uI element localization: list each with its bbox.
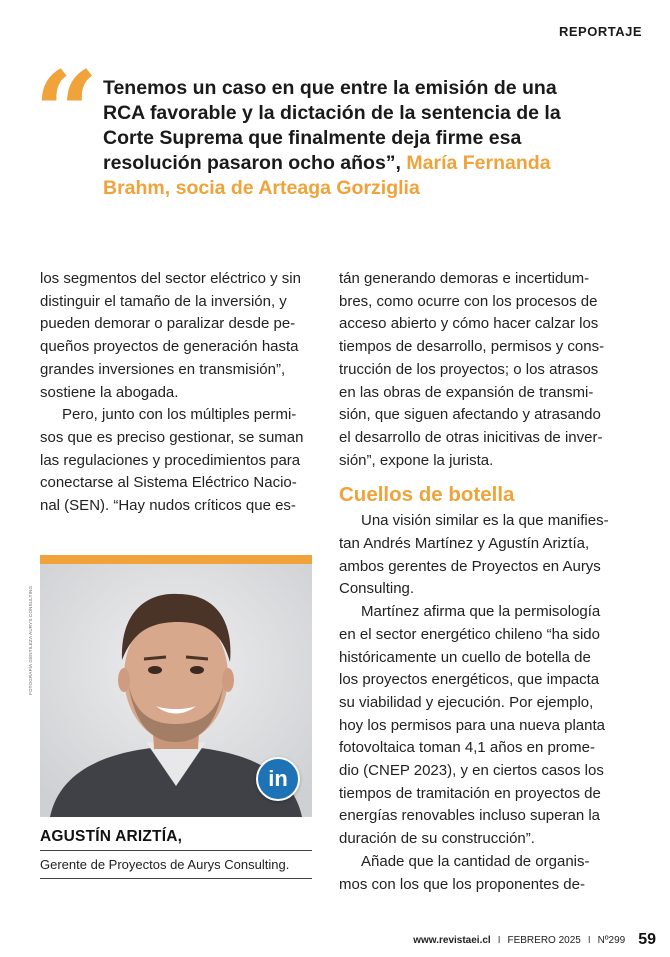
- right-column: [339, 268, 611, 896]
- section-tag: REPORTAJE: [559, 24, 642, 39]
- body-paragraph: Una visión similar es la que manifies-tan Andrés Martínez y Agustín Ariztía, ambos gerentes de Proyectos en Aurys Consulting.: [339, 512, 609, 598]
- caption-divider: [40, 878, 312, 879]
- body-paragraph: Pero, junto con los múltiples permi-sos que es preciso gestionar, se suman las regulaciones y procedimientos para conectarse al Sistema Eléctrico Nacio-nal (SEN). “Hay nudos críticos que es-: [40, 406, 304, 515]
- body-paragraph: tán generando demoras e incertidum-bres, como ocurre con los procesos de acceso abierto y cómo hacer calzar los tiempos de desarrollo, permisos y cons-trucción de los proyectos; o los atrasos en las obras de expansión de transmi-sión, que siguen afectando y atrasando el desarrollo de otras inicitivas de inver-sión”, expone la jurista.: [339, 270, 605, 469]
- body-paragraph: Martínez afirma que la permisología en el sector energético chileno “ha sido históricamente un cuello de botella de los proyectos energéticos, que impacta su viabilidad y ejecución. Por ejemplo, hoy los permisos para una nueva planta fotovoltaica toman 4,1 años en prome-dio (CNEP 2023), y en ciertos casos los tiempos de tramitación en proyectos de energías renovables incluso superan la duración de su construcción”.: [339, 603, 606, 848]
- page-number: 59: [638, 931, 656, 948]
- footer-separator: I: [497, 934, 501, 946]
- footer-url[interactable]: www.revistaei.cl: [413, 934, 491, 946]
- pull-quote-attribution: María Fernanda Brahm, socia de Arteaga Gorziglia: [103, 152, 551, 199]
- caption-name: AGUSTÍN ARIZTÍA,: [40, 828, 183, 845]
- body-paragraph: Añade que la cantidad de organis-mos con los que los proponentes de-: [339, 852, 590, 893]
- footer-date: FEBRERO 2025: [507, 934, 581, 946]
- subheading: Cuellos de botella: [339, 483, 515, 507]
- footer-separator: I: [587, 934, 591, 946]
- photo-accent-bar: [40, 555, 312, 564]
- linkedin-icon[interactable]: in: [256, 757, 300, 801]
- body-paragraph: los segmentos del sector eléctrico y sin distinguir el tamaño de la inversión, y pueden demorar o paralizar desde pe-queños proyectos de generación hasta grandes inversiones en transmisión”, sostiene la abogada.: [40, 270, 301, 401]
- page-footer: [413, 931, 656, 949]
- photo-credit: FOTOGRAFÍA GENTILEZA AURYS CONSULTING: [28, 585, 33, 695]
- caption-role: Gerente de Proyectos de Aurys Consulting.: [40, 857, 290, 872]
- caption-divider: [40, 850, 312, 851]
- quote-mark-icon: “: [34, 48, 99, 179]
- pull-quote-text: Tenemos un caso en que entre la emisión de una RCA favorable y la dictación de la sentencia de la Corte Suprema que finalmente deja firme esa resolución pasaron ocho años”,: [103, 77, 561, 174]
- footer-issue: Nº299: [597, 934, 626, 946]
- left-column: [40, 268, 312, 518]
- pull-quote: [103, 76, 603, 201]
